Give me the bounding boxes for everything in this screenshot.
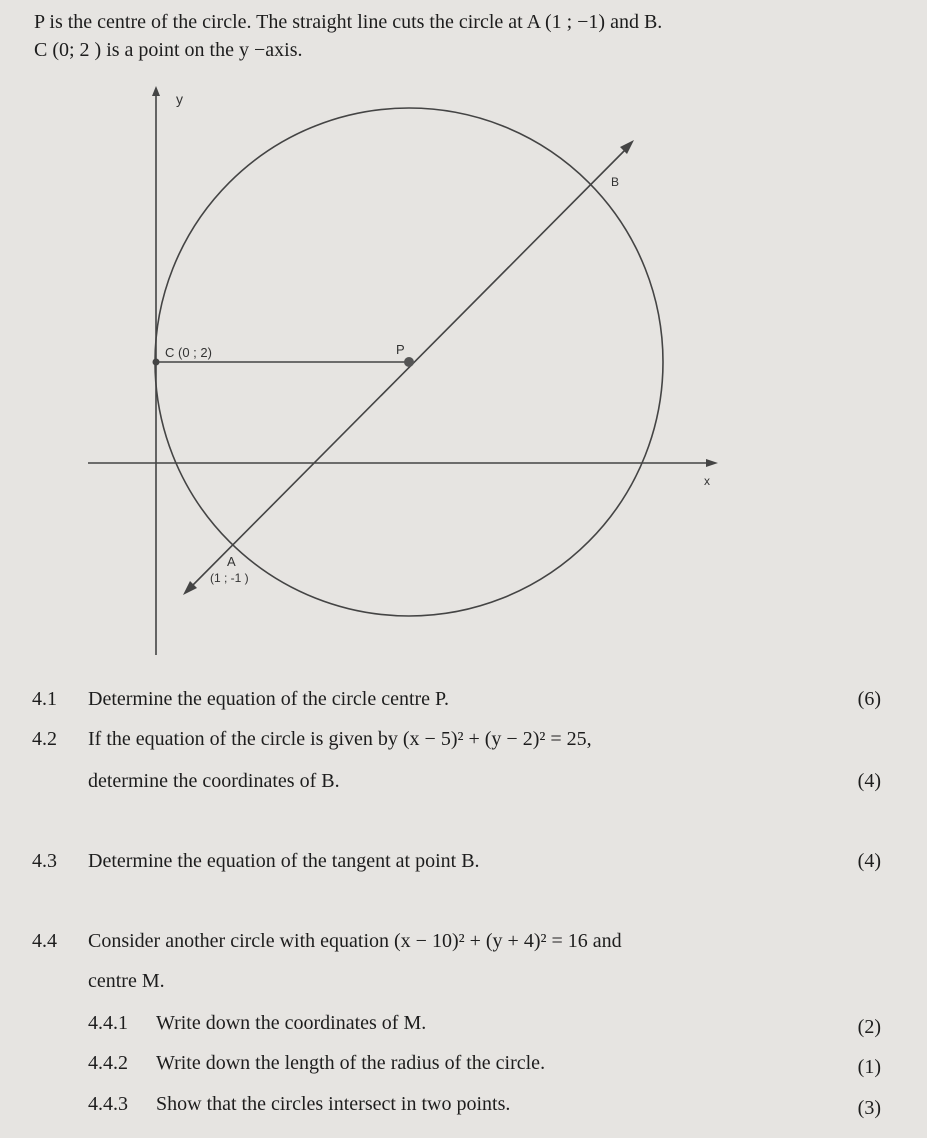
question-marks: (1) — [857, 1056, 881, 1078]
line-ab — [186, 145, 630, 592]
point-p — [404, 357, 414, 367]
question-text: Consider another circle with equation (x − 10)² + (y + 4)² = 16 and — [88, 930, 622, 952]
y-axis-label: y — [176, 91, 183, 107]
question-number: 4.4.3 — [88, 1093, 128, 1115]
question-text-cont: centre M. — [88, 970, 165, 992]
question-text: Determine the equation of the tangent at point B. — [88, 850, 480, 872]
label-c: C (0 ; 2) — [165, 345, 212, 360]
x-axis-label: x — [704, 474, 710, 488]
question-number: 4.2 — [32, 728, 57, 750]
label-p: P — [396, 342, 405, 357]
label-b: B — [611, 175, 620, 189]
question-marks: (6) — [857, 688, 881, 710]
intro-line-2: C (0; 2 ) is a point on the y −axis. — [34, 39, 303, 61]
question-marks: (4) — [857, 850, 881, 872]
question-number: 4.3 — [32, 850, 57, 872]
question-number: 4.4.1 — [88, 1012, 128, 1034]
question-text-cont: determine the coordinates of B. — [88, 770, 340, 792]
question-number: 4.4.2 — [88, 1052, 128, 1074]
question-marks: (2) — [857, 1016, 881, 1038]
y-axis-arrow — [152, 86, 160, 96]
point-c — [153, 359, 160, 366]
question-number: 4.4 — [32, 930, 57, 952]
question-marks: (3) — [857, 1097, 881, 1119]
question-text: Write down the coordinates of M. — [156, 1012, 427, 1034]
label-a-coords: (1 ; -1 ) — [210, 571, 249, 585]
question-text: If the equation of the circle is given by (x − 5)² + (y − 2)² = 25, — [88, 728, 592, 750]
question-number: 4.1 — [32, 688, 57, 710]
intro-line-1: P is the centre of the circle. The straight line cuts the circle at A (1 ; −1) and B. — [34, 11, 663, 33]
question-text: Determine the equation of the circle centre P. — [88, 688, 449, 710]
label-a: A — [227, 554, 236, 569]
x-axis-arrow — [706, 459, 718, 467]
question-text: Show that the circles intersect in two points. — [156, 1093, 511, 1115]
question-text: Write down the length of the radius of the circle. — [156, 1052, 546, 1074]
question-marks: (4) — [857, 770, 881, 792]
